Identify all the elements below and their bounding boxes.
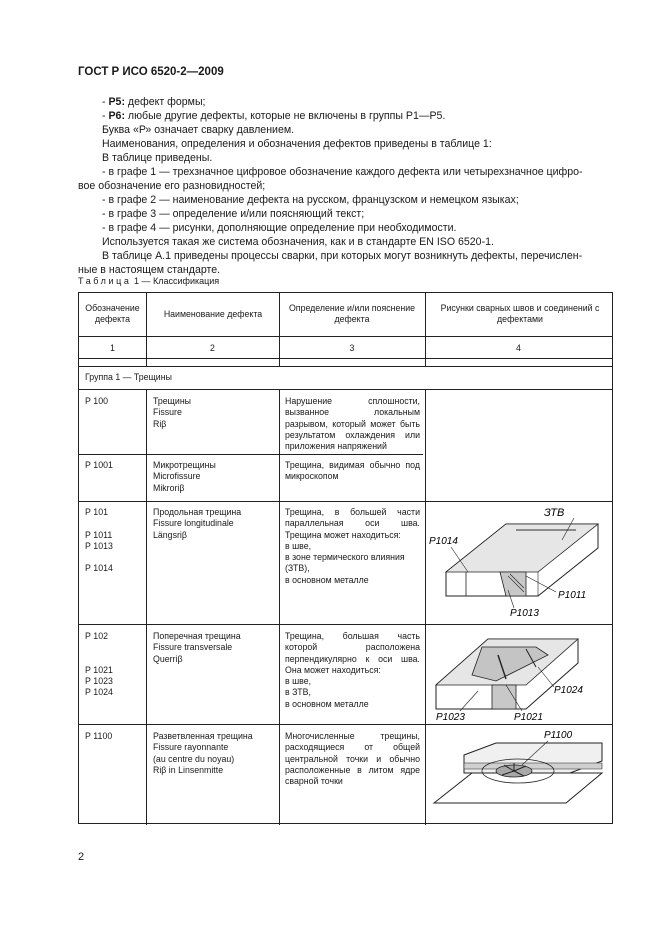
row-definition: Трещина, большая часть которой расположена перпендикулярно к оси шва. Она может находиться: в шве, в ЗТВ, в основном металле — [285, 631, 420, 709]
intro-p5: - Р5: дефект формы; — [102, 96, 206, 108]
row-divider — [79, 336, 612, 337]
column-number: 3 — [349, 343, 355, 353]
name-de: Riβ — [153, 418, 167, 429]
header-name: Наименование дефекта — [163, 309, 263, 319]
longitudinal-crack-figure — [426, 502, 612, 624]
row-code: Р 1001 — [85, 460, 113, 470]
p5-text: дефект формы; — [124, 96, 206, 108]
row-code: Р 1011 — [85, 529, 113, 540]
col-divider — [146, 293, 147, 366]
table-caption — [78, 276, 219, 286]
intro-line: - в графе 3 — определение и/или поясняющий текст; — [102, 208, 365, 220]
name-fr-extra: (au centre du noyau) — [153, 753, 235, 764]
col-divider — [279, 389, 280, 825]
name-de: Mikroriβ — [153, 482, 185, 493]
row-code: Р 1013 — [85, 540, 113, 551]
header-designation: Обозначение дефекта — [85, 303, 140, 325]
name-ru: Разветвленная трещина — [153, 731, 253, 741]
callout-label: Р1013 — [510, 608, 539, 619]
group-label: Группа 1 — Трещины — [85, 372, 172, 382]
document-header: ГОСТ Р ИСО 6520-2—2009 — [78, 66, 224, 78]
name-ru: Микротрещины — [153, 460, 216, 470]
p6-code: Р6: — [108, 110, 125, 122]
col-divider — [425, 293, 426, 366]
row-definition: Нарушение сплошности, вызванное локальным разрывом, который может быть результатом охлаждения или приложения напряжений — [285, 396, 420, 452]
column-number: 2 — [210, 343, 215, 353]
classification-table — [78, 292, 613, 824]
row-code: Р 102 — [85, 631, 108, 641]
row-names — [153, 507, 275, 541]
radiating-crack-figure — [426, 725, 612, 824]
name-ru: Продольная трещина — [153, 507, 242, 517]
row-code: Р 1014 — [85, 563, 113, 574]
name-fr: Fissure rayonnante — [153, 742, 229, 753]
intro-line: ные в настоящем стандарте. — [78, 264, 221, 276]
p6-text: любые другие дефекты, которые не включены в группы Р1—Р5. — [124, 110, 446, 122]
row-names — [153, 631, 275, 665]
col-divider — [279, 293, 280, 366]
name-de: Querriβ — [153, 653, 183, 664]
name-ru: Поперечная трещина — [153, 631, 241, 641]
transverse-crack-figure — [426, 625, 612, 724]
intro-line: - в графе 1 — трехзначное цифровое обозначение каждого дефекта или четырехзначное цифро- — [102, 166, 583, 178]
row-code: Р 101 — [85, 507, 108, 517]
row-code: Р 1100 — [85, 731, 113, 741]
intro-line: Буква «Р» означает сварку давлением. — [102, 124, 295, 136]
row-names — [153, 731, 275, 776]
row-names — [153, 460, 275, 494]
intro-p6: - Р6: любые другие дефекты, которые не включены в группы Р1—Р5. — [102, 110, 446, 122]
row-divider — [79, 366, 612, 367]
row-names — [153, 396, 275, 430]
row-definition: Трещина, видимая обычно под микроскопом — [285, 460, 420, 482]
name-fr: Fissure transversale — [153, 642, 233, 653]
row-definition: Многочисленные трещины, расходящиеся от общей центральной точки и обычно расположенные в литом ядре сварной точки — [285, 731, 420, 787]
callout-label: Р1023 — [436, 712, 465, 723]
callout-label: Р1014 — [429, 536, 458, 547]
intro-line: - в графе 2 — наименование дефекта на русском, французском и немецком языках; — [102, 194, 519, 206]
callout-label: Р1100 — [544, 730, 573, 741]
row-divider — [79, 454, 423, 455]
row-divider — [79, 358, 612, 359]
intro-line: В таблице А.1 приведены процессы сварки, при которых могут возникнуть дефекты, перечислен- — [102, 250, 583, 262]
header-figures: Рисунки сварных швов и соединений с дефектами — [440, 303, 600, 325]
header-definition: Определение и/или пояснение дефекта — [288, 303, 416, 325]
column-number: 1 — [110, 343, 115, 353]
row-code: Р 1023 — [85, 676, 113, 687]
intro-text — [78, 95, 608, 277]
intro-line: Наименования, определения и обозначения дефектов приведены в таблице 1: — [102, 138, 492, 150]
intro-line: В таблице приведены. — [102, 152, 213, 164]
callout-label: Р1021 — [514, 712, 543, 723]
name-fr: Microfissure — [153, 471, 201, 482]
callout-label: Р1011 — [558, 590, 587, 601]
row-divider — [79, 389, 612, 390]
name-de: Längsriβ — [153, 529, 187, 540]
p5-code: Р5: — [108, 96, 125, 108]
intro-line: - в графе 4 — рисунки, дополняющие определение при необходимости. — [102, 222, 457, 234]
name-fr: Fissure longitudinale — [153, 518, 234, 529]
caption-rest: 1 — Классификация — [131, 276, 220, 286]
col-divider — [146, 389, 147, 825]
row-code: Р 1024 — [85, 687, 113, 698]
row-code: Р 1021 — [85, 664, 113, 675]
zone-label: ЗТВ — [544, 507, 565, 519]
row-codes — [85, 631, 113, 699]
row-code: Р 100 — [85, 396, 108, 406]
row-codes — [85, 507, 113, 575]
row-definition: Трещина, в большей части параллельная оси шва. Трещина может находиться: в шве, в зоне термического влияния (ЗТВ), в основном металле — [285, 507, 420, 585]
callout-label: Р1024 — [554, 685, 583, 696]
intro-line: вое обозначение его разновидностей; — [78, 180, 266, 192]
page-number: 2 — [78, 851, 85, 863]
caption-word: Таблица — [78, 276, 132, 286]
column-number: 4 — [516, 343, 521, 353]
name-ru: Трещины — [153, 396, 191, 406]
name-fr: Fissure — [153, 407, 182, 418]
name-de: Riβ in Linsenmitte — [153, 764, 224, 775]
intro-line: Используется такая же система обозначения, как и в стандарте EN ISO 6520-1. — [102, 236, 494, 248]
